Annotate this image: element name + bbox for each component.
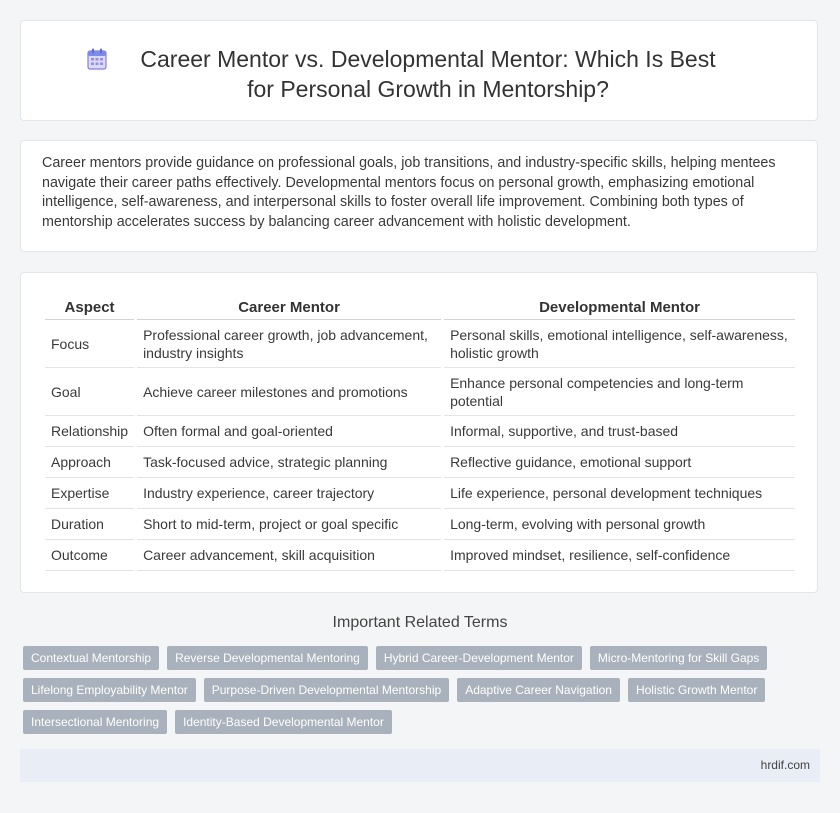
- footer: [20, 749, 820, 782]
- table-row: [45, 509, 795, 540]
- cell-aspect: Expertise: [45, 478, 134, 509]
- footer-site-link[interactable]: hrdif.com: [760, 758, 810, 772]
- comparison-table: [42, 295, 798, 571]
- related-terms-heading: Important Related Terms: [332, 614, 508, 631]
- cell-developmental: Personal skills, emotional intelligence, self-awareness, holistic growth: [444, 320, 795, 368]
- tag-reverse-developmental-mentoring[interactable]: Reverse Developmental Mentoring: [167, 646, 368, 670]
- related-terms-list: [23, 646, 803, 742]
- table-row: [45, 478, 795, 509]
- cell-career: Professional career growth, job advancement, industry insights: [137, 320, 441, 368]
- cell-aspect: Focus: [45, 320, 134, 368]
- tag-identity-based-mentor[interactable]: Identity-Based Developmental Mentor: [175, 710, 392, 734]
- cell-career: Task-focused advice, strategic planning: [137, 447, 441, 478]
- table-row: [45, 416, 795, 447]
- cell-aspect: Relationship: [45, 416, 134, 447]
- cell-career: Often formal and goal-oriented: [137, 416, 441, 447]
- tag-hybrid-career-development-mentor[interactable]: Hybrid Career-Development Mentor: [376, 646, 582, 670]
- cell-developmental: Informal, supportive, and trust-based: [444, 416, 795, 447]
- header-developmental-mentor: Developmental Mentor: [444, 295, 795, 320]
- table-row: [45, 540, 795, 571]
- tag-intersectional-mentoring[interactable]: Intersectional Mentoring: [23, 710, 167, 734]
- tag-purpose-driven-mentorship[interactable]: Purpose-Driven Developmental Mentorship: [204, 678, 449, 702]
- cell-developmental: Reflective guidance, emotional support: [444, 447, 795, 478]
- cell-developmental: Improved mindset, resilience, self-confidence: [444, 540, 795, 571]
- page-title: Career Mentor vs. Developmental Mentor: Which Is Best for Personal Growth in Mentorship?: [140, 46, 716, 102]
- cell-aspect: Approach: [45, 447, 134, 478]
- cell-aspect: Outcome: [45, 540, 134, 571]
- header-aspect: Aspect: [45, 295, 134, 320]
- comparison-card: [20, 272, 818, 593]
- cell-developmental: Life experience, personal development techniques: [444, 478, 795, 509]
- tag-adaptive-career-navigation[interactable]: Adaptive Career Navigation: [457, 678, 620, 702]
- cell-aspect: Goal: [45, 368, 134, 416]
- tag-micro-mentoring[interactable]: Micro-Mentoring for Skill Gaps: [590, 646, 767, 670]
- cell-developmental: Long-term, evolving with personal growth: [444, 509, 795, 540]
- cell-career: Career advancement, skill acquisition: [137, 540, 441, 571]
- tag-contextual-mentorship[interactable]: Contextual Mentorship: [23, 646, 159, 670]
- table-row: [45, 368, 795, 416]
- cell-career: Industry experience, career trajectory: [137, 478, 441, 509]
- summary-text: Career mentors provide guidance on professional goals, job transitions, and industry-specific skills, helping mentees navigate their career paths effectively. Developmental mentors focus on personal growth, emphasizing emotional intelligence, self-awareness, and interpersonal skills to foster overall life improvement. Combining both types of mentorship accelerates success by balancing career advancement with holistic development.: [42, 155, 776, 230]
- header-career-mentor: Career Mentor: [137, 295, 441, 320]
- cell-aspect: Duration: [45, 509, 134, 540]
- tag-holistic-growth-mentor[interactable]: Holistic Growth Mentor: [628, 678, 765, 702]
- summary-card: [20, 140, 818, 252]
- cell-career: Achieve career milestones and promotions: [137, 368, 441, 416]
- header-card: [20, 20, 818, 121]
- table-row: [45, 447, 795, 478]
- table-row: [45, 320, 795, 368]
- tag-lifelong-employability-mentor[interactable]: Lifelong Employability Mentor: [23, 678, 196, 702]
- cell-career: Short to mid-term, project or goal specific: [137, 509, 441, 540]
- cell-developmental: Enhance personal competencies and long-term potential: [444, 368, 795, 416]
